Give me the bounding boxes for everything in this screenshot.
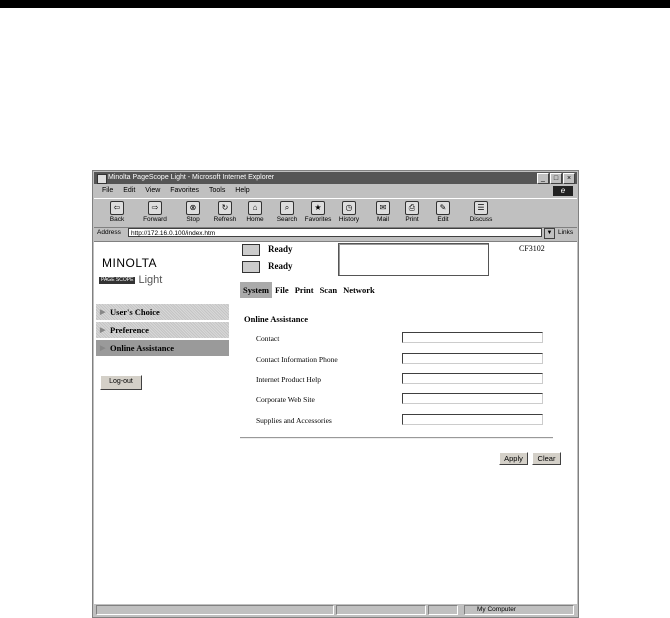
discuss-icon: ☰ <box>474 201 488 215</box>
status-text-cell <box>96 605 334 615</box>
zone-cell: My Computer <box>464 605 574 615</box>
contact-phone-label: Contact Information Phone <box>256 355 338 364</box>
printer-icon <box>242 244 260 256</box>
product-help-label: Internet Product Help <box>256 375 321 384</box>
menu-favorites[interactable]: Favorites <box>170 187 200 194</box>
favorites-icon: ★ <box>311 201 325 215</box>
status-message-box <box>338 243 489 276</box>
scanner-status: Ready <box>242 261 293 273</box>
menu-bar <box>94 185 577 197</box>
menu-file[interactable]: File <box>102 187 114 194</box>
logout-button[interactable]: Log-out <box>100 375 142 390</box>
contact-field[interactable] <box>402 332 543 343</box>
product-name: Light <box>138 274 163 286</box>
sidebar-item-online-assistance[interactable]: ▶ Online Assistance <box>96 340 229 356</box>
menu-help[interactable]: Help <box>235 187 250 194</box>
minimize-button[interactable]: _ <box>537 173 549 184</box>
edit-icon: ✎ <box>436 201 450 215</box>
menu-edit[interactable]: Edit <box>123 187 136 194</box>
scanner-icon <box>242 261 260 273</box>
stop-icon: ⊗ <box>186 201 200 215</box>
favorites-button[interactable]: ★ Favorites <box>304 203 332 223</box>
printer-status: Ready <box>242 244 293 256</box>
arrow-right-icon: ▶ <box>100 344 106 352</box>
supplies-label: Supplies and Accessories <box>256 416 332 425</box>
refresh-icon: ↻ <box>218 201 232 215</box>
tab-system[interactable]: System <box>240 282 272 298</box>
contact-label: Contact <box>256 334 280 343</box>
close-button[interactable]: × <box>563 173 575 184</box>
sidebar-item-users-choice[interactable]: ▶ User's Choice <box>96 304 229 320</box>
home-icon: ⌂ <box>248 201 262 215</box>
corporate-site-field[interactable] <box>402 393 543 404</box>
arrow-right-icon: ▶ <box>100 326 106 334</box>
tab-print[interactable]: Print <box>292 282 317 298</box>
clear-button[interactable]: Clear <box>532 452 561 465</box>
title-bar <box>94 172 577 184</box>
page-top-rule <box>0 0 670 8</box>
forward-button[interactable]: ⇨ Forward <box>143 203 167 223</box>
mail-icon: ✉ <box>376 201 390 215</box>
arrow-right-icon: ▶ <box>100 308 106 316</box>
contact-phone-field[interactable] <box>402 353 543 364</box>
search-icon: ⌕ <box>280 201 294 215</box>
back-arrow-icon: ⇦ <box>110 201 124 215</box>
tab-file[interactable]: File <box>272 282 292 298</box>
pagescope-light-logo <box>99 274 162 286</box>
pagescope-badge: PAGE SCOPE <box>101 276 134 283</box>
tab-network[interactable]: Network <box>340 282 378 298</box>
history-button[interactable]: ◷ History <box>338 203 360 223</box>
page-content <box>94 241 577 604</box>
links-button[interactable]: Links <box>558 229 574 236</box>
maximize-button[interactable]: □ <box>550 173 562 184</box>
ie-app-icon <box>97 174 107 184</box>
stop-button[interactable]: ⊗ Stop <box>186 203 200 223</box>
menu-view[interactable]: View <box>145 187 161 194</box>
sidebar-item-preference[interactable]: ▶ Preference <box>96 322 229 338</box>
tab-scan[interactable]: Scan <box>317 282 340 298</box>
corporate-site-label: Corporate Web Site <box>256 395 315 404</box>
forward-arrow-icon: ⇨ <box>148 201 162 215</box>
address-dropdown-icon[interactable]: ▼ <box>544 228 555 239</box>
edit-button[interactable]: ✎ Edit <box>437 203 449 223</box>
menu-tools[interactable]: Tools <box>209 187 226 194</box>
search-button[interactable]: ⌕ Search <box>276 203 298 223</box>
address-bar <box>94 227 577 239</box>
print-button[interactable]: ⎙ Print <box>405 203 419 223</box>
status-cell <box>428 605 458 615</box>
address-input[interactable]: http://172.16.0.100/index.htm <box>128 228 542 237</box>
product-help-field[interactable] <box>402 373 543 384</box>
history-icon: ◷ <box>342 201 356 215</box>
section-title: Online Assistance <box>244 314 308 324</box>
ie-throbber-icon: e <box>553 186 573 196</box>
model-name: CF3102 <box>519 244 545 253</box>
tab-bar <box>240 282 378 298</box>
refresh-button[interactable]: ↻ Refresh <box>213 203 237 223</box>
apply-button[interactable]: Apply <box>499 452 528 465</box>
standard-toolbar <box>94 198 577 228</box>
supplies-field[interactable] <box>402 414 543 425</box>
window-title: Minolta PageScope Light - Microsoft Internet Explorer <box>108 174 275 181</box>
address-label: Address <box>97 229 121 236</box>
print-icon: ⎙ <box>405 201 419 215</box>
home-button[interactable]: ⌂ Home <box>246 203 264 223</box>
form-divider <box>240 437 553 439</box>
status-bar <box>94 604 577 616</box>
status-cell <box>336 605 426 615</box>
back-button[interactable]: ⇦ Back <box>109 203 125 223</box>
browser-window <box>92 170 579 618</box>
mail-button[interactable]: ✉ Mail <box>377 203 389 223</box>
minolta-logo: MINOLTA <box>102 256 158 270</box>
discuss-button[interactable]: ☰ Discuss <box>469 203 493 223</box>
